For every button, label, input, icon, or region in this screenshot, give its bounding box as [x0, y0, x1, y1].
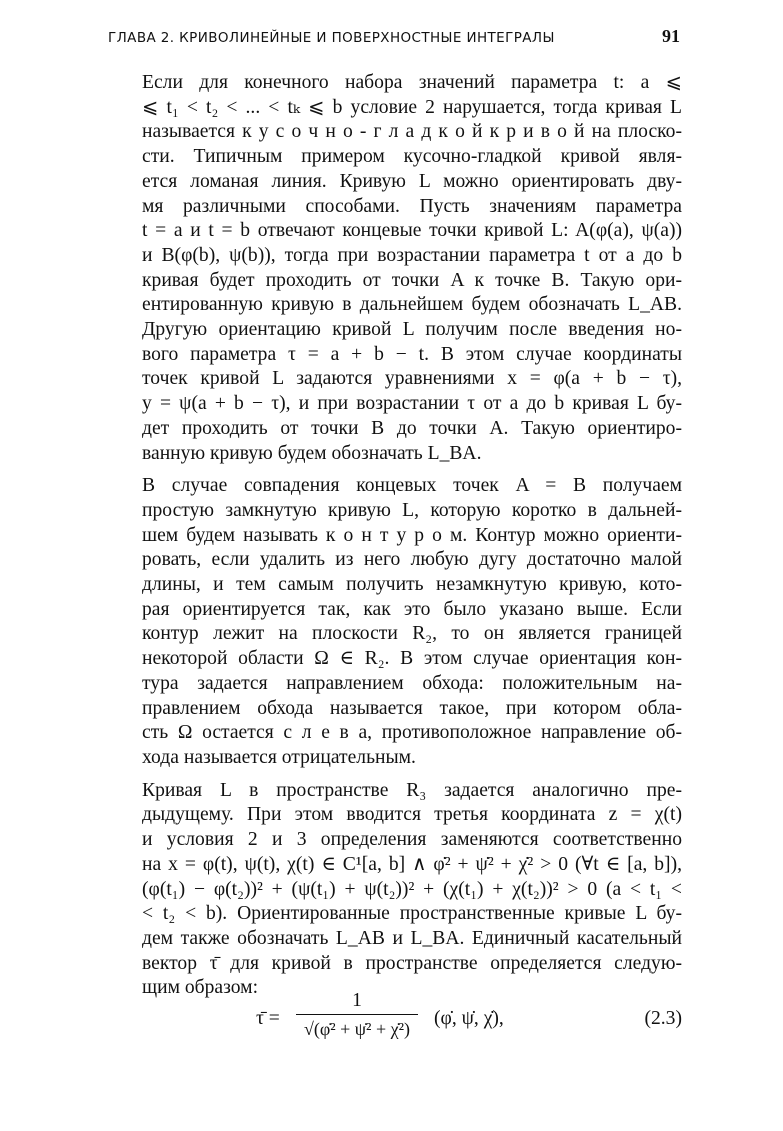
running-head	[108, 26, 680, 50]
text-line: дет проходить от точки B до точки A. Такую ориентиро-	[142, 417, 682, 439]
fraction-denominator: √(φ̇² + ψ̇² + χ̇²)	[303, 1019, 410, 1039]
text-line: кривая будет проходить от точки A к точке B. Такую ори-	[142, 269, 682, 291]
text-line: контур лежит на плоскости R₂, то он является границей	[142, 623, 682, 645]
text-line: вого параметра τ = a + b − t. В этом случае координаты	[142, 343, 682, 365]
text-line: дыдущему. При этом вводится третья координата z = χ(t)	[142, 804, 682, 826]
text-line: ванную кривую будем обозначать L_BA.	[142, 442, 482, 464]
text-line: сть Ω остается с л е в а, противоположное направление об-	[142, 722, 682, 744]
text-line: тура задается направлением обхода: положительным на-	[142, 672, 682, 694]
paragraph-space-curve	[106, 779, 682, 1001]
paragraph-contour	[106, 474, 682, 770]
text-line: и B(φ(b), ψ(b)), тогда при возрастании параметра t от a до b	[142, 244, 682, 266]
text-line: сти. Типичным примером кусочно-гладкой кривой явля-	[142, 146, 682, 168]
text-line: < t₂ < b). Ориентированные пространственные кривые L бу-	[142, 903, 682, 925]
text-line: и условия 2 и 3 определения заменяются соответственно	[142, 829, 682, 851]
equation-lhs: τ̄ =	[256, 1008, 280, 1029]
page-body	[106, 71, 682, 1001]
text-line: вектор τ̄ для кривой в пространстве определяется следую-	[142, 952, 682, 974]
text-line: ется ломаная линия. Кривую L можно ориентировать дву-	[142, 170, 682, 192]
text-line: ⩽ t₁ < t₂ < ... < tₖ ⩽ b условие 2 нарушается, тогда кривая L	[142, 96, 682, 118]
text-line: называется к у с о ч н о - г л а д к о й к р и в о й на плоско-	[142, 121, 682, 143]
text-line: Если для конечного набора значений параметра t: a ⩽	[142, 72, 682, 93]
equation-number: (2.3)	[644, 1008, 682, 1029]
fraction-numerator: 1	[352, 990, 362, 1011]
paragraph-piecewise-smooth	[106, 71, 682, 466]
equation-fraction	[296, 990, 418, 1040]
text-line: Другую ориентацию кривой L получим после введения но-	[142, 319, 682, 341]
text-line: хода называется отрицательным.	[142, 746, 416, 768]
text-line: ровать, если удалить из него любую дугу достаточно малой	[142, 549, 682, 571]
text-line: рая ориентируется так, как это было указано выше. Если	[142, 598, 682, 620]
text-line: t = a и t = b отвечают концевые точки кривой L: A(φ(a), ψ(a))	[142, 220, 682, 242]
page-number: 91	[662, 26, 680, 46]
text-line: y = ψ(a + b − τ), и при возрастании τ от a до b кривая L бу-	[142, 393, 682, 415]
text-line: Кривая L в пространстве R₃ задается аналогично пре-	[142, 779, 682, 801]
text-line: длины, и тем самым получить незамкнутую кривую, кото-	[142, 574, 682, 596]
text-line: на x = φ(t), ψ(t), χ(t) ∈ C¹[a, b] ∧ φ̇² + ψ̇² + χ̇² > 0 (∀t ∈ [a, b]),	[142, 853, 682, 875]
text-line: некоторой области Ω ∈ R₂. В этом случае ориентация кон-	[142, 648, 682, 670]
text-line: (φ(t₁) − φ(t₂))² + (ψ(t₁) + ψ(t₂))² + (χ(t₁) + χ(t₂))² > 0 (a < t₁ <	[142, 878, 682, 900]
equation-rhs: (φ̇, ψ̇, χ̇),	[434, 1008, 504, 1029]
equation-2-3	[106, 990, 682, 1050]
chapter-title: ГЛАВА 2. КРИВОЛИНЕЙНЫЕ И ПОВЕРХНОСТНЫЕ ИНТЕГРАЛЫ	[108, 30, 555, 46]
text-line: правлением обхода называется такое, при котором обла-	[142, 697, 682, 719]
text-line: мя различными способами. Пусть значениям параметра	[142, 195, 682, 217]
text-line: точек кривой L задаются уравнениями x = φ(a + b − τ),	[142, 368, 682, 390]
text-line: простую замкнутую кривую L, которую коротко в дальней-	[142, 499, 682, 521]
text-line: В случае совпадения концевых точек A = B получаем	[142, 475, 682, 497]
text-line: шем будем называть к о н т у р о м. Контур можно ориенти-	[142, 524, 682, 546]
text-line: щим образом:	[142, 977, 259, 999]
text-line: ентированную кривую в дальнейшем будем обозначать L_AB.	[142, 294, 682, 316]
text-line: дем также обозначать L_AB и L_BA. Единичный касательный	[142, 927, 682, 949]
